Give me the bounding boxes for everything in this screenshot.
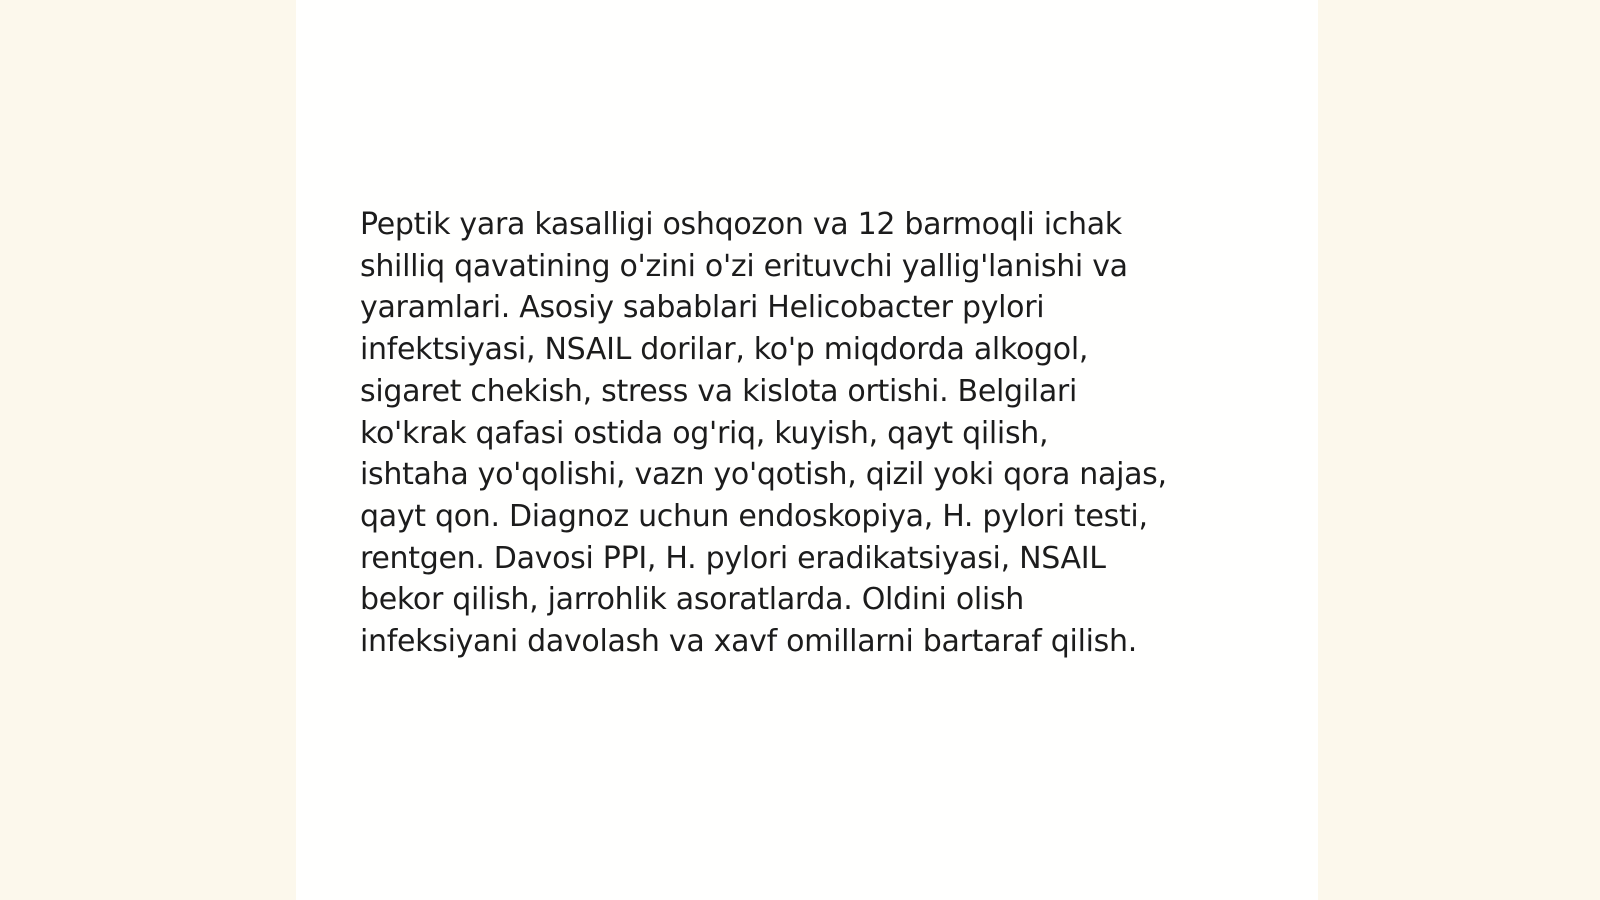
- document-page: [296, 0, 1318, 900]
- body-paragraph: Peptik yara kasalligi oshqozon va 12 barmoqli ichak shilliq qavatining o'zini o'zi erituvchi yallig'lanishi va yaramlari. Asosiy sabablari Helicobacter pylori infektsiyasi, NSAIL dorilar, ko'p miqdorda alkogol, sigaret chekish, stress va kislota ortishi. Belgilari ko'krak qafasi ostida og'riq, kuyish, qayt qilish, ishtaha yo'qolishi, vazn yo'qotish, qizil yoki qora najas, qayt qon. Diagnoz uchun endoskopiya, H. pylori testi, rentgen. Davosi PPI, H. pylori eradikatsiyasi, NSAIL bekor qilish, jarrohlik asoratlarda. Oldini olish infeksiyani davolash va xavf omillarni bartaraf qilish.: [360, 207, 1167, 660]
